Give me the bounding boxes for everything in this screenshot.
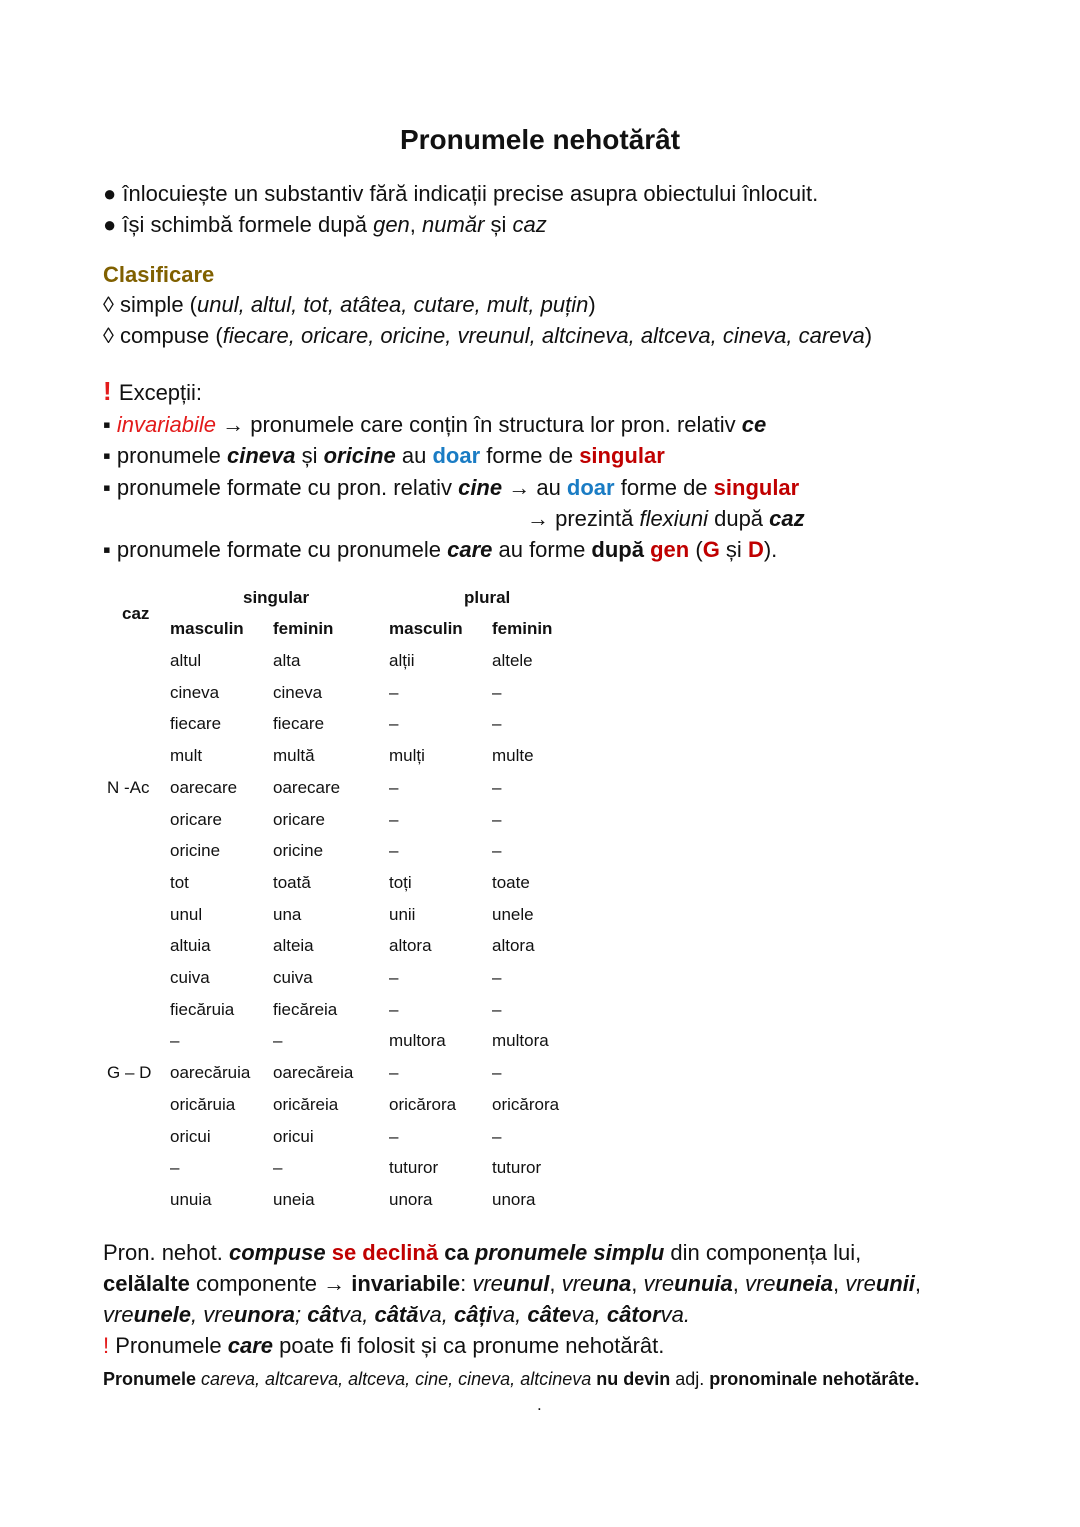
- table-cell: fiecăruia: [170, 999, 235, 1019]
- table-cell: oricui: [170, 1126, 211, 1146]
- text-run: ): [588, 292, 596, 317]
- table-cell: –: [170, 1031, 180, 1051]
- table-cell: multă: [273, 746, 315, 766]
- table-cell: altora: [492, 936, 535, 956]
- table-cell: –: [389, 999, 399, 1019]
- text-run: va,: [418, 1302, 454, 1327]
- table-cell: –: [389, 841, 399, 861]
- section-heading-clasificare: [103, 261, 214, 289]
- text-run: ● își schimbă formele după: [103, 212, 374, 237]
- text-run: unii: [875, 1271, 915, 1296]
- table-cell: –: [273, 1031, 283, 1051]
- table-cell: altuia: [170, 936, 211, 956]
- text-run: Pronumele: [115, 1333, 228, 1358]
- text-run: invariabile: [351, 1271, 461, 1296]
- text-run: vre: [643, 1271, 675, 1296]
- text-run: cât: [307, 1302, 339, 1327]
- table-cell: tuturor: [492, 1158, 542, 1178]
- table-cell: oricine: [170, 841, 221, 861]
- text-run: ,: [549, 1271, 562, 1296]
- table-cell: multora: [492, 1031, 549, 1051]
- table-cell: –: [492, 809, 502, 829]
- exception-cine: [103, 474, 799, 502]
- text-run: Pron. nehot.: [103, 1240, 229, 1265]
- text-run: vre: [561, 1271, 593, 1296]
- case-label-g-d: G – D: [107, 1063, 152, 1082]
- text-run: componente →: [189, 1271, 352, 1296]
- text-run: doar: [432, 443, 481, 468]
- text-run: compuse: [228, 1240, 326, 1265]
- text-run: vre: [472, 1271, 503, 1296]
- text-run: și: [719, 537, 748, 562]
- table-cell: –: [492, 968, 502, 987]
- table-cell: oricărora: [492, 1094, 560, 1114]
- text-run: vre: [103, 1302, 134, 1327]
- table-cell: oarecare: [273, 777, 341, 797]
- header-pl-feminin: feminin: [492, 619, 553, 638]
- text-run: ▪ pronumele formate cu pron. relativ: [103, 475, 459, 500]
- table-cell: –: [389, 968, 399, 987]
- text-run: ca: [444, 1240, 469, 1265]
- table-cell: tuturor: [389, 1158, 439, 1178]
- text-run: forme de: [614, 475, 714, 500]
- table-cell: oricine: [273, 841, 324, 861]
- text-run: după: [707, 506, 770, 531]
- text-run: ◊ compuse (: [103, 323, 223, 348]
- text-run: ▪: [103, 412, 117, 437]
- table-cell: –: [492, 714, 502, 734]
- table-cell: mulți: [389, 746, 425, 766]
- text-run: cineva: [226, 443, 296, 468]
- text-run: câtă: [374, 1302, 419, 1327]
- exception-cine-flexion: [527, 505, 805, 533]
- text-run: ,: [191, 1302, 204, 1327]
- text-run: ● înlocuiește un substantiv fără indicații precise asupra obiectului înlocuit.: [103, 181, 819, 206]
- text-run: au: [395, 443, 433, 468]
- text-run: D: [747, 537, 764, 562]
- text-run: va,: [338, 1302, 375, 1327]
- text-run: unele: [133, 1302, 192, 1327]
- text-run: Pronumele: [103, 1369, 202, 1389]
- text-run: → au: [502, 475, 567, 500]
- table-cell: cineva: [273, 682, 323, 702]
- text-run: poate fi folosit și ca pronume nehotărât.: [273, 1333, 665, 1358]
- text-run: caz: [512, 212, 547, 237]
- table-cell: –: [389, 682, 399, 702]
- table-cell: toți: [389, 872, 412, 892]
- exception-cineva-oricine: [103, 442, 665, 470]
- text-run: uneia: [775, 1271, 834, 1296]
- classification-compound: [103, 322, 872, 350]
- text-run: singular: [713, 475, 800, 500]
- table-cell: –: [389, 777, 399, 797]
- table-cell: toată: [273, 872, 311, 892]
- text-run: unuia: [674, 1271, 733, 1296]
- text-run: câtor: [606, 1302, 661, 1327]
- text-run: ,: [833, 1271, 846, 1296]
- text-run: Clasificare: [103, 262, 215, 287]
- text-run: (: [689, 537, 703, 562]
- table-cell: cuiva: [273, 968, 313, 987]
- table-cell: cuiva: [170, 968, 210, 987]
- table-cell: tot: [170, 872, 189, 892]
- page-dot: .: [537, 1395, 542, 1414]
- text-run: și: [295, 443, 324, 468]
- text-run: și: [484, 212, 513, 237]
- table-cell: unii: [389, 904, 416, 924]
- text-run: ;: [294, 1302, 308, 1327]
- text-run: vre: [845, 1271, 876, 1296]
- text-run: ).: [763, 537, 778, 562]
- text-run: ce: [741, 412, 767, 437]
- text-run: unul: [502, 1271, 550, 1296]
- exception-care: [103, 536, 777, 564]
- table-cell: oricare: [273, 809, 325, 829]
- table-cell: –: [389, 809, 399, 829]
- table-cell: oarecăruia: [170, 1063, 251, 1083]
- text-run: ,: [914, 1271, 922, 1296]
- table-cell: –: [389, 1126, 399, 1146]
- text-run: se declină: [331, 1240, 439, 1265]
- text-run: va.: [660, 1302, 691, 1327]
- text-run: G: [702, 537, 720, 562]
- table-cell: –: [492, 841, 502, 861]
- table-cell: altora: [389, 936, 432, 956]
- text-run: ,: [631, 1271, 644, 1296]
- table-cell: –: [389, 714, 399, 734]
- table-cell: –: [273, 1158, 283, 1178]
- table-cell: –: [389, 1063, 399, 1083]
- text-run: care: [447, 537, 493, 562]
- text-run: :: [460, 1271, 473, 1296]
- text-run: câte: [527, 1302, 572, 1327]
- text-run: singular: [579, 443, 665, 468]
- text-run: au forme: [492, 537, 592, 562]
- text-run: număr: [422, 212, 485, 237]
- header-pl-masculin: masculin: [389, 619, 463, 638]
- note-invariable-components: [103, 1270, 921, 1298]
- table-cell: –: [492, 682, 502, 702]
- text-run: vre: [203, 1302, 234, 1327]
- table-cell: oarecăreia: [273, 1063, 354, 1083]
- text-run: ,: [409, 212, 423, 237]
- text-run: oricine: [323, 443, 396, 468]
- text-run: unora: [233, 1302, 295, 1327]
- text-run: caz: [769, 506, 805, 531]
- table-cell: toate: [492, 872, 530, 892]
- text-run: fiecare, oricare, oricine, vreunul, altcineva, altceva, cineva, careva: [222, 323, 865, 348]
- exception-invariable: [103, 411, 766, 439]
- text-run: vre: [744, 1271, 776, 1296]
- table-cell: oarecare: [170, 777, 238, 797]
- exceptions-heading: [103, 377, 202, 407]
- text-run: una: [592, 1271, 632, 1296]
- table-cell: oricărora: [389, 1094, 457, 1114]
- text-run: ,: [732, 1271, 745, 1296]
- table-cell: unora: [492, 1189, 536, 1209]
- table-cell: cineva: [170, 682, 220, 702]
- table-cell: uneia: [273, 1189, 315, 1209]
- text-run: pronominale nehotărâte.: [709, 1369, 920, 1389]
- table-cell: oricui: [273, 1126, 314, 1146]
- note-invariable-examples: [103, 1301, 690, 1329]
- text-run: gen: [650, 537, 690, 562]
- text-run: !: [103, 1333, 116, 1358]
- text-run: ▪ pronumele formate cu pronumele: [103, 537, 448, 562]
- text-run: invariabile: [116, 412, 216, 437]
- table-cell: fiecare: [273, 714, 325, 734]
- text-run: va,: [571, 1302, 607, 1327]
- text-run: nu devin: [596, 1369, 671, 1389]
- table-cell: multe: [492, 746, 534, 766]
- text-run: după: [591, 537, 644, 562]
- table-cell: unuia: [170, 1189, 212, 1209]
- text-run: celălalte: [103, 1271, 190, 1296]
- header-sg-feminin: feminin: [273, 619, 334, 638]
- classification-simple: [103, 291, 596, 319]
- text-run: flexiuni: [639, 506, 708, 531]
- header-singular: singular: [243, 588, 310, 607]
- note-not-adjectives: [103, 1365, 919, 1393]
- table-cell: –: [170, 1158, 180, 1178]
- text-run: careva, altcareva, altceva, cine, cineva, altcineva: [201, 1369, 592, 1389]
- table-cell: unele: [492, 904, 534, 924]
- text-run: → prezintă: [527, 506, 640, 531]
- definition-1: [103, 180, 818, 208]
- text-run: adj.: [670, 1369, 710, 1389]
- header-sg-masculin: masculin: [170, 619, 244, 638]
- table-cell: –: [492, 777, 502, 797]
- text-run: care: [227, 1333, 274, 1358]
- text-run: unul, altul, tot, atâtea, cutare, mult, puțin: [197, 292, 589, 317]
- text-run: ◊ simple (: [103, 292, 197, 317]
- table-cell: –: [492, 1063, 502, 1083]
- table-cell: oricăreia: [273, 1094, 339, 1114]
- note-care: [103, 1332, 664, 1360]
- text-run: gen: [373, 212, 410, 237]
- table-cell: oricăruia: [170, 1094, 236, 1114]
- table-cell: oricare: [170, 809, 222, 829]
- table-cell: altul: [170, 651, 202, 670]
- table-cell: alții: [389, 651, 415, 670]
- table-cell: alteia: [273, 936, 314, 956]
- table-cell: altele: [492, 651, 533, 670]
- table-cell: –: [492, 999, 502, 1019]
- header-caz: caz: [122, 604, 150, 623]
- text-run: pronumele simplu: [474, 1240, 665, 1265]
- note-compound-declension: [103, 1239, 861, 1267]
- text-run: ▪ pronumele: [103, 443, 227, 468]
- text-run: cine: [458, 475, 503, 500]
- text-run: Excepții:: [118, 380, 203, 405]
- page-title: Pronumele nehotărât: [399, 124, 681, 155]
- table-cell: alta: [273, 651, 301, 670]
- table-cell: unora: [389, 1189, 433, 1209]
- table-cell: unul: [170, 904, 203, 924]
- text-run: câți: [453, 1302, 492, 1327]
- text-run: forme de: [480, 443, 580, 468]
- definition-2: [103, 211, 547, 239]
- text-run: din componența lui,: [664, 1240, 862, 1265]
- text-run: !: [103, 376, 119, 406]
- text-run: → pronumele care conțin în structura lor pron. relativ: [215, 412, 742, 437]
- header-plural: plural: [464, 588, 511, 607]
- table-cell: fiecăreia: [273, 999, 338, 1019]
- text-run: ): [864, 323, 873, 348]
- table-cell: mult: [170, 746, 203, 766]
- table-cell: –: [492, 1126, 502, 1146]
- case-label-n-ac: N -Ac: [107, 778, 150, 797]
- table-cell: una: [273, 904, 302, 924]
- text-run: doar: [566, 475, 615, 500]
- text-run: va,: [491, 1302, 528, 1327]
- table-cell: fiecare: [170, 714, 222, 734]
- table-cell: multora: [389, 1031, 446, 1051]
